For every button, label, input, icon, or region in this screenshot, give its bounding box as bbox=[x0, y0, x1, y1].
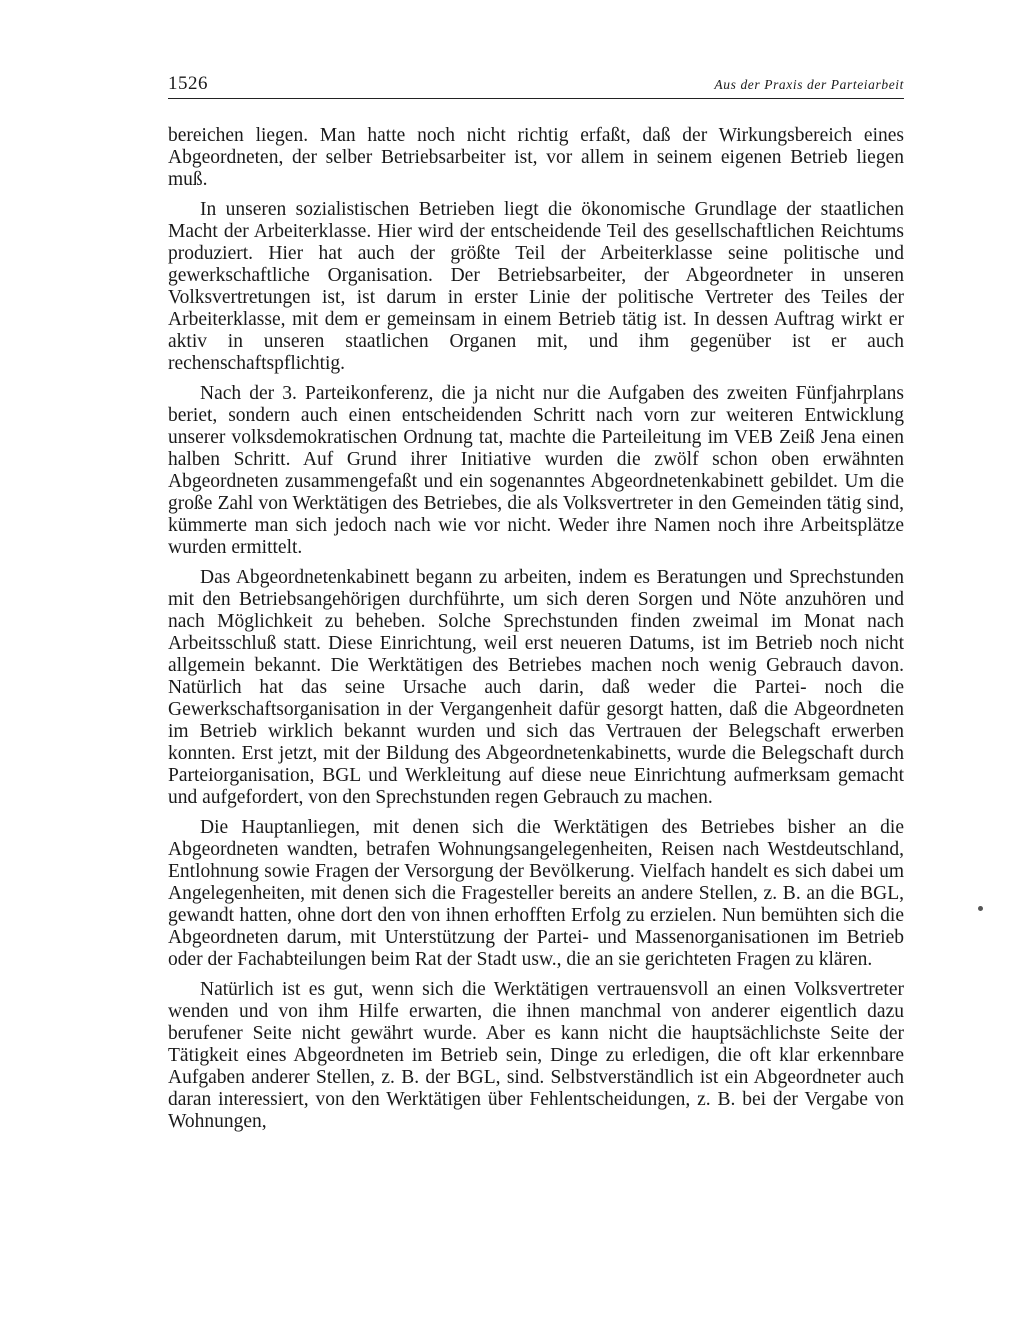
running-head: Aus der Praxis der Parteiarbeit bbox=[714, 77, 904, 92]
margin-speck bbox=[978, 906, 983, 911]
body-text bbox=[168, 125, 904, 1141]
page-header bbox=[168, 74, 904, 99]
page-number: 1526 bbox=[168, 73, 208, 94]
paragraph-1: bereichen liegen. Man hatte noch nicht richtig erfaßt, daß der Wirkungsbereich eines Abgeordneten, der selber Betriebsarbeiter ist, vor allem in seinem eigenen Betrieb liegen muß. bbox=[168, 125, 904, 190]
paragraph-6: Natürlich ist es gut, wenn sich die Werktätigen vertrauensvoll an einen Volksvertreter wenden und von ihm Hilfe erwarten, die ihnen manchmal von anderer eigentlich dazu berufener Seite nicht gewährt wurde. Aber es kann nicht die hauptsächlichste Seite der Tätigkeit eines Abgeordneten im Betrieb sein, Dinge zu erledigen, die oft klar erkennbare Aufgaben anderer Stellen, z. B. der BGL, sind. Selbstverständlich ist ein Abgeordneter auch daran interessiert, von den Werktätigen über Fehlentscheidungen, z. B. bei der Vergabe von Wohnungen, bbox=[168, 979, 904, 1132]
paragraph-2: In unseren sozialistischen Betrieben liegt die ökonomische Grundlage der staatlichen Macht der Arbeiterklasse. Hier wird der entscheidende Teil des gesellschaftlichen Reichtums produziert. Hier hat auch der größte Teil der Arbeiterklasse seine politische und gewerkschaftliche Organisation. Der Betriebsarbeiter, der Abgeordneter in unseren Volksvertretungen ist, ist darum in erster Linie der politische Vertreter des Teiles der Arbeiterklasse, mit dem er gemeinsam in einem Betrieb tätig ist. In dessen Auftrag wirkt er aktiv in unseren staatlichen Organen mit, und ihm gegenüber ist er auch rechenschaftspflichtig. bbox=[168, 199, 904, 374]
paragraph-4: Das Abgeordnetenkabinett begann zu arbeiten, indem es Beratungen und Sprechstunden mit den Betriebsangehörigen durchführte, um sich deren Sorgen und Nöte anzuhören und nach Möglichkeit zu beheben. Solche Sprechstunden finden zweimal im Monat nach Arbeitsschluß statt. Diese Einrichtung, weil erst neueren Datums, ist im Betrieb noch nicht allgemein bekannt. Die Werktätigen des Betriebes machen noch wenig Gebrauch davon. Natürlich hat das seine Ursache auch darin, daß weder die Partei- noch die Gewerkschaftsorganisation in der Vergangenheit dafür gesorgt hatten, daß die Abgeordneten im Betrieb wirklich bekannt wurden und sich das Vertrauen der Belegschaft erwerben konnten. Erst jetzt, mit der Bildung des Abgeordnetenkabinetts, wurde die Belegschaft durch Parteiorganisation, BGL und Werkleitung auf diese neue Einrichtung aufmerksam gemacht und aufgefordert, von den Sprechstunden regen Gebrauch zu machen. bbox=[168, 567, 904, 808]
paragraph-3: Nach der 3. Parteikonferenz, die ja nicht nur die Aufgaben des zweiten Fünfjahrplans beriet, sondern auch einen entscheidenden Schritt nach vorn zur weiteren Entwicklung unserer volksdemokratischen Ordnung tat, machte die Parteileitung im VEB Zeiß Jena einen halben Schritt. Auf Grund ihrer Initiative wurden die zwölf schon oben erwähnten Abgeordneten zusammengefaßt und ein sogenanntes Abgeordnetenkabinett gebildet. Um die große Zahl von Werktätigen des Betriebes, die als Volksvertreter in den Gemeinden tätig sind, kümmerte man sich jedoch nach wie vor nicht. Weder ihre Namen noch ihre Arbeitsplätze wurden ermittelt. bbox=[168, 383, 904, 558]
paragraph-5: Die Hauptanliegen, mit denen sich die Werktätigen des Betriebes bisher an die Abgeordneten wandten, betrafen Wohnungsangelegenheiten, Reisen nach Westdeutschland, Entlohnung sowie Fragen der Versorgung der Bevölkerung. Vielfach handelt es sich dabei um Angelegenheiten, mit denen sich die Fragesteller bereits an andere Stellen, z. B. an die BGL, gewandt hatten, ohne dort den von ihnen erhofften Erfolg zu erzielen. Nun bemühten sich die Abgeordneten darum, mit Unterstützung der Partei- und Massenorganisationen im Betrieb oder der Fachabteilungen beim Rat der Stadt usw., die an sie gerichteten Fragen zu klären. bbox=[168, 817, 904, 970]
